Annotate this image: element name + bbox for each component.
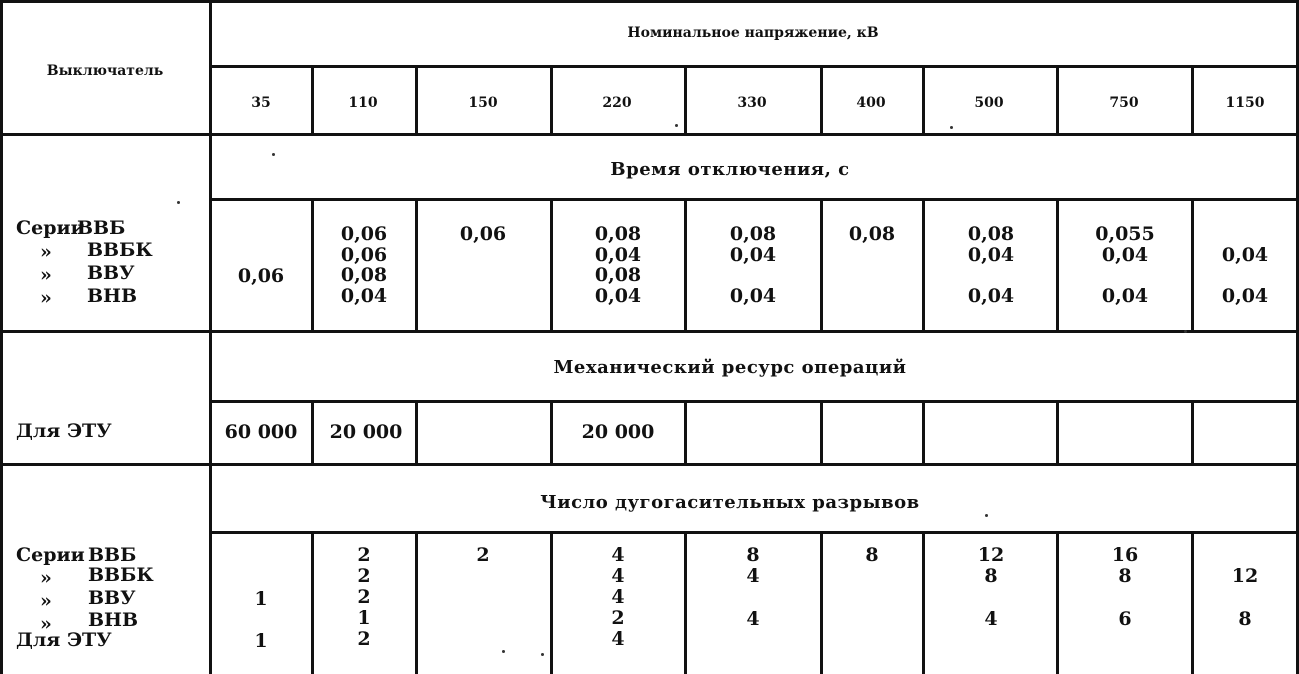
table-cell: 16 bbox=[1111, 544, 1139, 566]
row-label-ditto: » bbox=[40, 241, 52, 263]
col-sep bbox=[1056, 532, 1059, 674]
table-cell: 0,06 bbox=[340, 244, 388, 266]
rule-breaks-title bbox=[211, 531, 1299, 534]
col-sep bbox=[1191, 66, 1194, 134]
rule-resource-bottom bbox=[0, 463, 1299, 466]
row-label-ditto: » bbox=[40, 264, 52, 286]
table-cell: 0,08 bbox=[848, 223, 896, 245]
col-sep bbox=[820, 401, 823, 464]
table-cell: 1 bbox=[357, 607, 371, 629]
table-cell: 0,04 bbox=[729, 244, 777, 266]
voltage-cell: 750 bbox=[1109, 95, 1139, 111]
table-cell: 0,04 bbox=[967, 285, 1015, 307]
col-sep bbox=[820, 66, 823, 134]
row-label-vvu: ВВУ bbox=[88, 587, 136, 609]
table-cell: 20 000 bbox=[581, 421, 655, 443]
table-cell: 0,08 bbox=[967, 223, 1015, 245]
rule-label-column bbox=[209, 0, 212, 674]
table-cell: 2 bbox=[357, 565, 371, 587]
col-sep bbox=[550, 401, 553, 464]
col-sep bbox=[1191, 401, 1194, 464]
table-cell: 0,04 bbox=[729, 285, 777, 307]
table-cell: 0,08 bbox=[729, 223, 777, 245]
table-cell: 60 000 bbox=[224, 421, 298, 443]
table-cell: 8 bbox=[865, 544, 879, 566]
col-sep bbox=[311, 66, 314, 134]
scan-speck bbox=[985, 514, 988, 517]
table-cell: 8 bbox=[1118, 565, 1132, 587]
rule-left bbox=[0, 0, 3, 674]
table-cell: 4 bbox=[984, 608, 998, 630]
row-label-vnv: ВНВ bbox=[88, 609, 139, 631]
col-sep bbox=[311, 401, 314, 464]
table-cell: 0,06 bbox=[237, 265, 285, 287]
col-sep bbox=[550, 199, 553, 331]
col-sep bbox=[922, 532, 925, 674]
table-cell: 2 bbox=[476, 544, 490, 566]
col-sep bbox=[1056, 199, 1059, 331]
table-cell: 0,06 bbox=[340, 223, 388, 245]
row-label-vvbk: ВВБК bbox=[88, 564, 154, 586]
voltage-cell: 500 bbox=[974, 95, 1004, 111]
col-sep bbox=[1191, 532, 1194, 674]
row-label-vvb: ВВБ bbox=[77, 217, 126, 239]
rule-voltage-header bbox=[211, 65, 1299, 68]
table-cell: 12 bbox=[977, 544, 1005, 566]
col-sep bbox=[550, 532, 553, 674]
rule-resource-title bbox=[211, 400, 1299, 403]
row-label-etu: Для ЭТУ bbox=[16, 420, 112, 442]
time-section-title: Время отключения, с bbox=[610, 159, 850, 180]
table-cell: 0,04 bbox=[967, 244, 1015, 266]
table-cell: 4 bbox=[611, 586, 625, 608]
table-cell: 20 000 bbox=[329, 421, 403, 443]
table-cell: 0,055 bbox=[1095, 223, 1155, 245]
scan-speck bbox=[541, 653, 544, 656]
table-cell: 0,06 bbox=[459, 223, 507, 245]
scan-speck bbox=[502, 650, 505, 653]
row-label-vvu: ВВУ bbox=[87, 262, 135, 284]
table-cell: 2 bbox=[357, 586, 371, 608]
table-cell: 12 bbox=[1231, 565, 1259, 587]
scan-speck bbox=[272, 153, 275, 156]
table-cell: 0,04 bbox=[1101, 285, 1149, 307]
table-cell: 8 bbox=[1238, 608, 1252, 630]
row-label-vvbk: ВВБК bbox=[87, 239, 153, 261]
col-sep bbox=[415, 66, 418, 134]
col-sep bbox=[684, 66, 687, 134]
col-sep bbox=[415, 401, 418, 464]
table-cell: 4 bbox=[611, 565, 625, 587]
table-cell: 8 bbox=[984, 565, 998, 587]
col-sep bbox=[311, 199, 314, 331]
col-sep bbox=[820, 532, 823, 674]
resource-section-title: Механический ресурс операций bbox=[553, 357, 907, 378]
row-label-ditto: » bbox=[40, 590, 52, 612]
row-label-vnv: ВНВ bbox=[87, 285, 138, 307]
table-cell: 0,04 bbox=[1221, 244, 1269, 266]
row-label-series-prefix: Серии bbox=[16, 217, 85, 239]
voltage-cell: 400 bbox=[856, 95, 886, 111]
row-label-series-prefix: Серии bbox=[16, 544, 85, 566]
voltage-cell: 220 bbox=[602, 95, 632, 111]
row-label-ditto: » bbox=[40, 287, 52, 309]
table-cell: 0,04 bbox=[594, 244, 642, 266]
table-cell: 2 bbox=[357, 544, 371, 566]
voltage-cell: 110 bbox=[348, 95, 378, 111]
rule-time-title bbox=[211, 198, 1299, 201]
table-cell: 8 bbox=[746, 544, 760, 566]
voltage-cell: 150 bbox=[468, 95, 498, 111]
row-label-etu: Для ЭТУ bbox=[16, 629, 112, 651]
table-cell: 6 bbox=[1118, 608, 1132, 630]
table-cell: 4 bbox=[611, 628, 625, 650]
voltage-cell: 1150 bbox=[1225, 95, 1265, 111]
col-sep bbox=[415, 532, 418, 674]
col-sep bbox=[1191, 199, 1194, 331]
table-cell: 0,04 bbox=[594, 285, 642, 307]
col-sep bbox=[550, 66, 553, 134]
table-cell: 0,04 bbox=[1221, 285, 1269, 307]
table-cell: 0,04 bbox=[340, 285, 388, 307]
voltage-header: Номинальное напряжение, кВ bbox=[627, 25, 879, 41]
col-sep bbox=[922, 199, 925, 331]
table-cell: 4 bbox=[746, 608, 760, 630]
table-cell: 1 bbox=[254, 588, 268, 610]
rule-header-bottom bbox=[0, 133, 1299, 136]
table-cell: 0,08 bbox=[594, 223, 642, 245]
col-sep bbox=[922, 66, 925, 134]
col-sep bbox=[922, 401, 925, 464]
row-label-vvb: ВВБ bbox=[88, 544, 137, 566]
table-cell: 2 bbox=[611, 607, 625, 629]
rule-time-bottom bbox=[0, 330, 1299, 333]
scan-speck bbox=[950, 126, 953, 129]
row-label-ditto: » bbox=[40, 567, 52, 589]
table-cell: 0,04 bbox=[1101, 244, 1149, 266]
col-sep bbox=[684, 401, 687, 464]
col-sep bbox=[820, 199, 823, 331]
voltage-cell: 35 bbox=[251, 95, 271, 111]
table-cell: 4 bbox=[746, 565, 760, 587]
col-sep bbox=[1056, 66, 1059, 134]
scan-speck bbox=[1184, 330, 1187, 333]
table-cell: 1 bbox=[254, 630, 268, 652]
rule-top bbox=[0, 0, 1299, 3]
table-cell: 0,08 bbox=[594, 264, 642, 286]
col-sep bbox=[415, 199, 418, 331]
col-sep bbox=[684, 532, 687, 674]
voltage-cell: 330 bbox=[737, 95, 767, 111]
table-cell: 2 bbox=[357, 628, 371, 650]
row-label-ditto: » bbox=[40, 613, 52, 635]
scan-speck bbox=[675, 124, 678, 127]
col-sep bbox=[684, 199, 687, 331]
breaks-section-title: Число дугогасительных разрывов bbox=[540, 492, 920, 513]
col-sep bbox=[1056, 401, 1059, 464]
switch-column-header: Выключатель bbox=[46, 63, 164, 79]
table-cell: 0,08 bbox=[340, 264, 388, 286]
col-sep bbox=[311, 532, 314, 674]
scan-speck bbox=[177, 201, 180, 204]
table-cell: 4 bbox=[611, 544, 625, 566]
